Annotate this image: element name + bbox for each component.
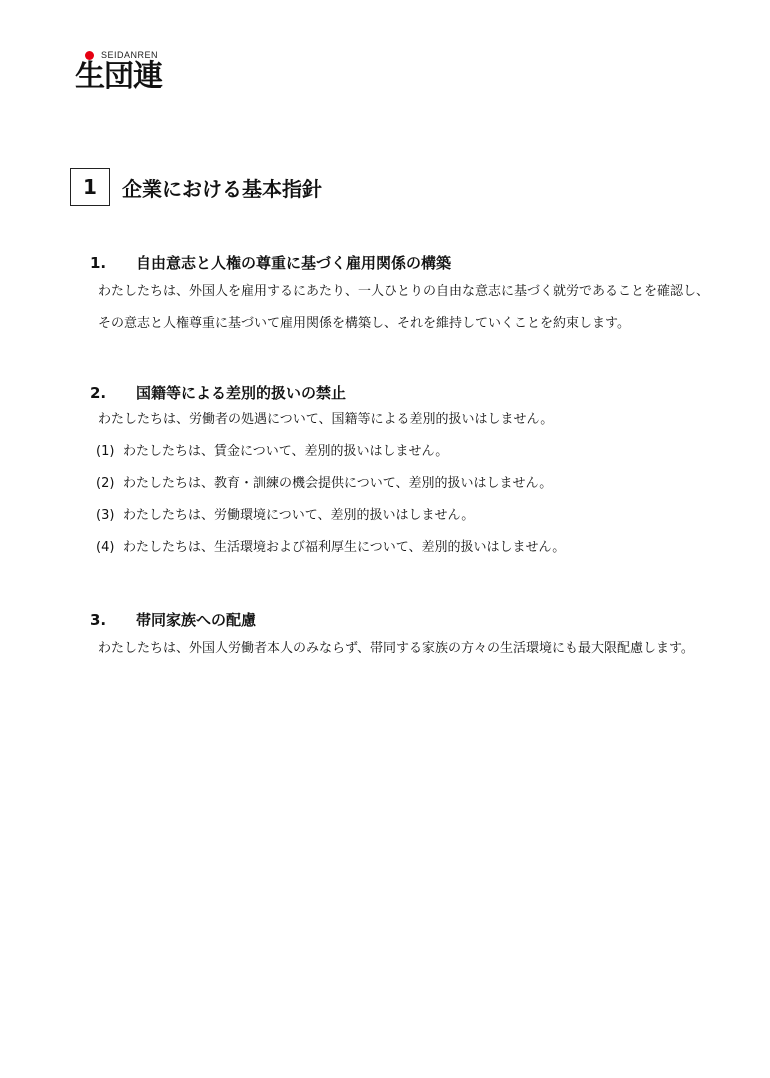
- list-item-number: (1): [96, 444, 115, 459]
- list-item-number: (4): [96, 540, 115, 555]
- section-heading: [90, 610, 710, 630]
- section-number: 2.: [90, 384, 107, 402]
- logo-subtitle: SEIDANREN: [101, 50, 159, 60]
- section-title: 帯同家族への配慮: [136, 611, 257, 629]
- section-title: 国籍等による差別的扱いの禁止: [136, 384, 347, 402]
- section-number: 3.: [90, 611, 107, 629]
- chapter-heading: [70, 168, 322, 206]
- section-body: わたしたちは、外国人労働者本人のみならず、帯同する家族の方々の生活環境にも最大限配慮します。: [98, 641, 694, 656]
- section-heading: [90, 383, 710, 403]
- chapter-title: 企業における基本指針: [122, 176, 322, 201]
- section-2: [90, 383, 710, 564]
- list-item-text: わたしたちは、教育・訓練の機会提供について、差別的扱いはしません。: [123, 476, 553, 491]
- list-item-text: わたしたちは、賃金について、差別的扱いはしません。: [123, 444, 449, 459]
- list-item: [96, 436, 710, 468]
- list-item-text: わたしたちは、生活環境および福利厚生について、差別的扱いはしません。: [123, 540, 566, 555]
- section-body: わたしたちは、外国人を雇用するにあたり、一人ひとりの自由な意志に基づく就労であることを確認し、その意志と人権尊重に基づいて雇用関係を構築し、それを維持していくことを約束します。: [98, 284, 710, 331]
- logo-wordmark: 生団連: [75, 59, 162, 94]
- section-title: 自由意志と人権の尊重に基づく雇用関係の構築: [136, 254, 452, 272]
- chapter-number: 1: [70, 168, 110, 206]
- section-3: [90, 610, 710, 665]
- logo: [73, 50, 193, 98]
- section-1: [90, 253, 710, 340]
- list-item: [96, 500, 710, 532]
- list-item: [96, 468, 710, 500]
- list-item-text: わたしたちは、労働環境について、差別的扱いはしません。: [123, 508, 475, 523]
- section-number: 1.: [90, 254, 107, 272]
- list-item: [96, 532, 710, 564]
- list-item-number: (2): [96, 476, 115, 491]
- section-heading: [90, 253, 710, 273]
- section-body: わたしたちは、労働者の処遇について、国籍等による差別的扱いはしません。: [98, 412, 554, 427]
- list-item-number: (3): [96, 508, 115, 523]
